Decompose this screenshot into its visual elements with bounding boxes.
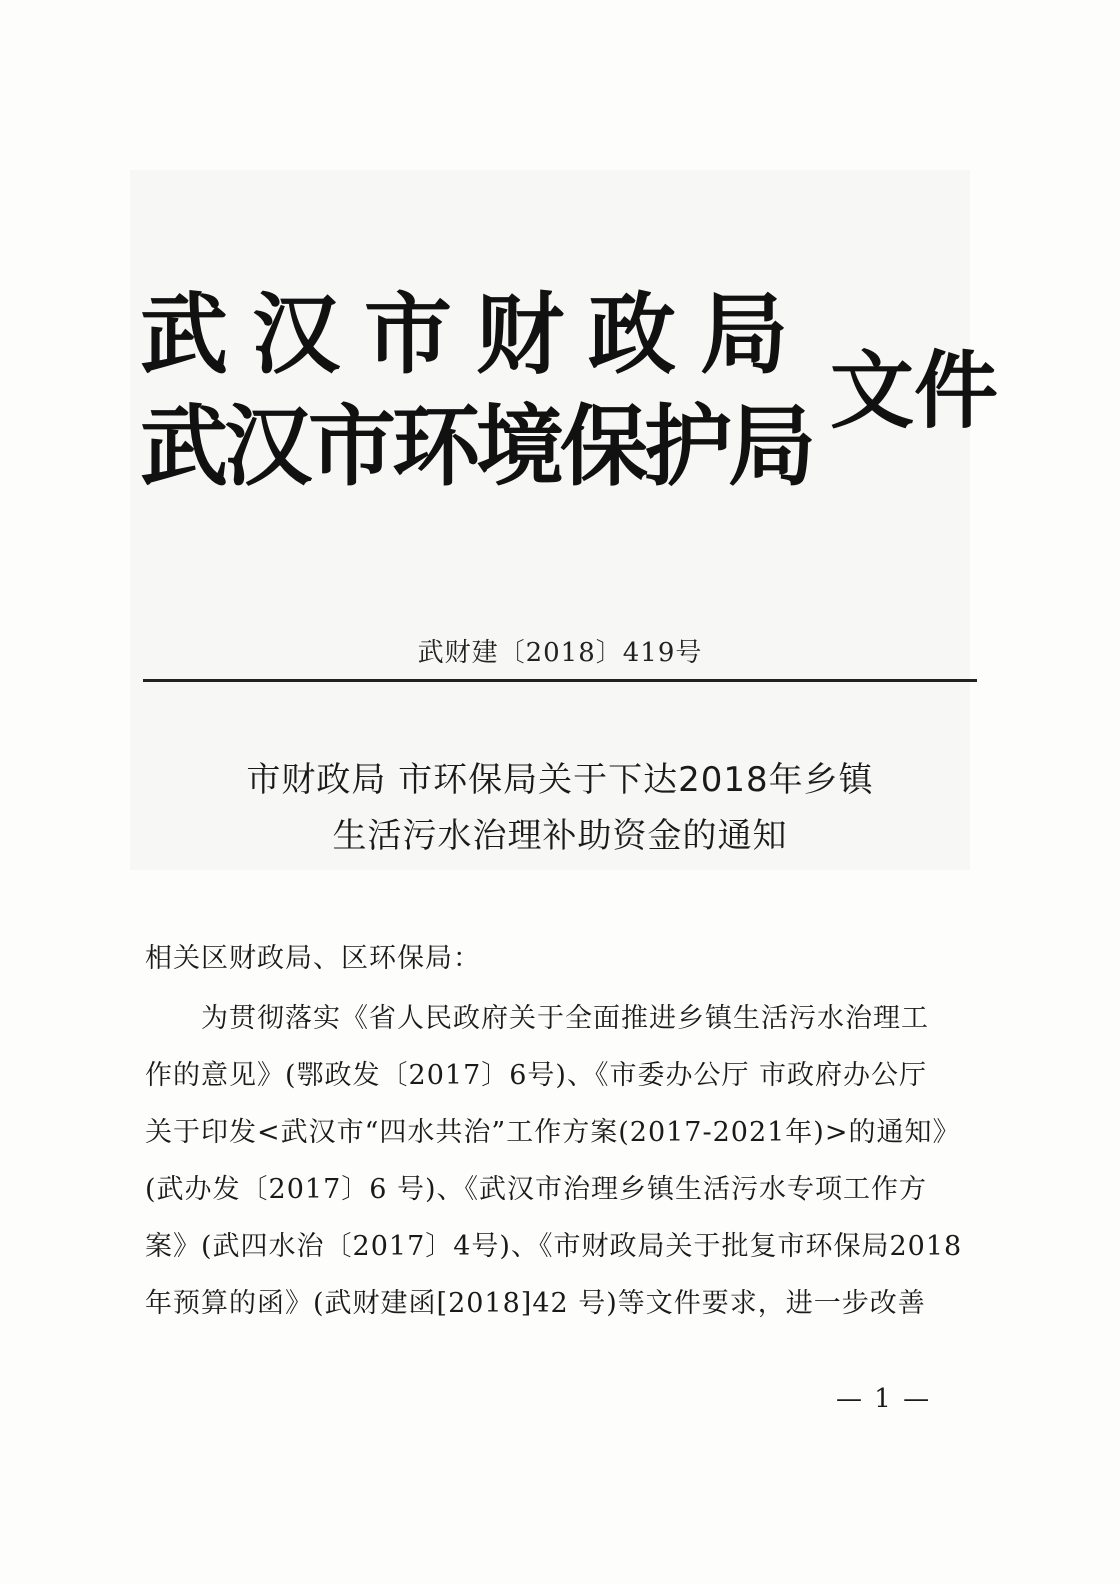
body-line: 年预算的函》(武财建函[2018]42 号)等文件要求，进一步改善 xyxy=(145,1288,926,1319)
body-paragraph xyxy=(145,990,975,1332)
page-number: — 1 — xyxy=(836,1384,932,1414)
body-line: 为贯彻落实《省人民政府关于全面推进乡镇生活污水治理工 xyxy=(201,1003,929,1034)
body-line: 关于印发<武汉市“四水共治”工作方案(2017-2021年)>的通知》 xyxy=(145,1117,961,1148)
body-line: 作的意见》(鄂政发〔2017〕6号)、《市委办公厅 市政府办公厅 xyxy=(145,1060,928,1091)
issuing-org-1: 武汉市财政局 xyxy=(140,283,813,386)
salutation: 相关区财政局、区环保局： xyxy=(145,943,481,974)
issuing-org-2: 武汉市环境保护局 xyxy=(140,395,813,498)
document-number: 武财建〔2018〕419号 xyxy=(417,638,703,668)
header-divider xyxy=(143,679,977,682)
body-line: 案》(武四水治〔2017〕4号)、《市财政局关于批复市环保局2018 xyxy=(145,1231,963,1262)
document-title-line-2: 生活污水治理补助资金的通知 xyxy=(332,816,788,856)
document-title-line-1: 市财政局 市环保局关于下达2018年乡镇 xyxy=(246,760,874,800)
document-type-label: 文件 xyxy=(830,342,999,440)
body-line: (武办发〔2017〕6 号)、《武汉市治理乡镇生活污水专项工作方 xyxy=(145,1174,928,1205)
document-header xyxy=(140,283,999,515)
